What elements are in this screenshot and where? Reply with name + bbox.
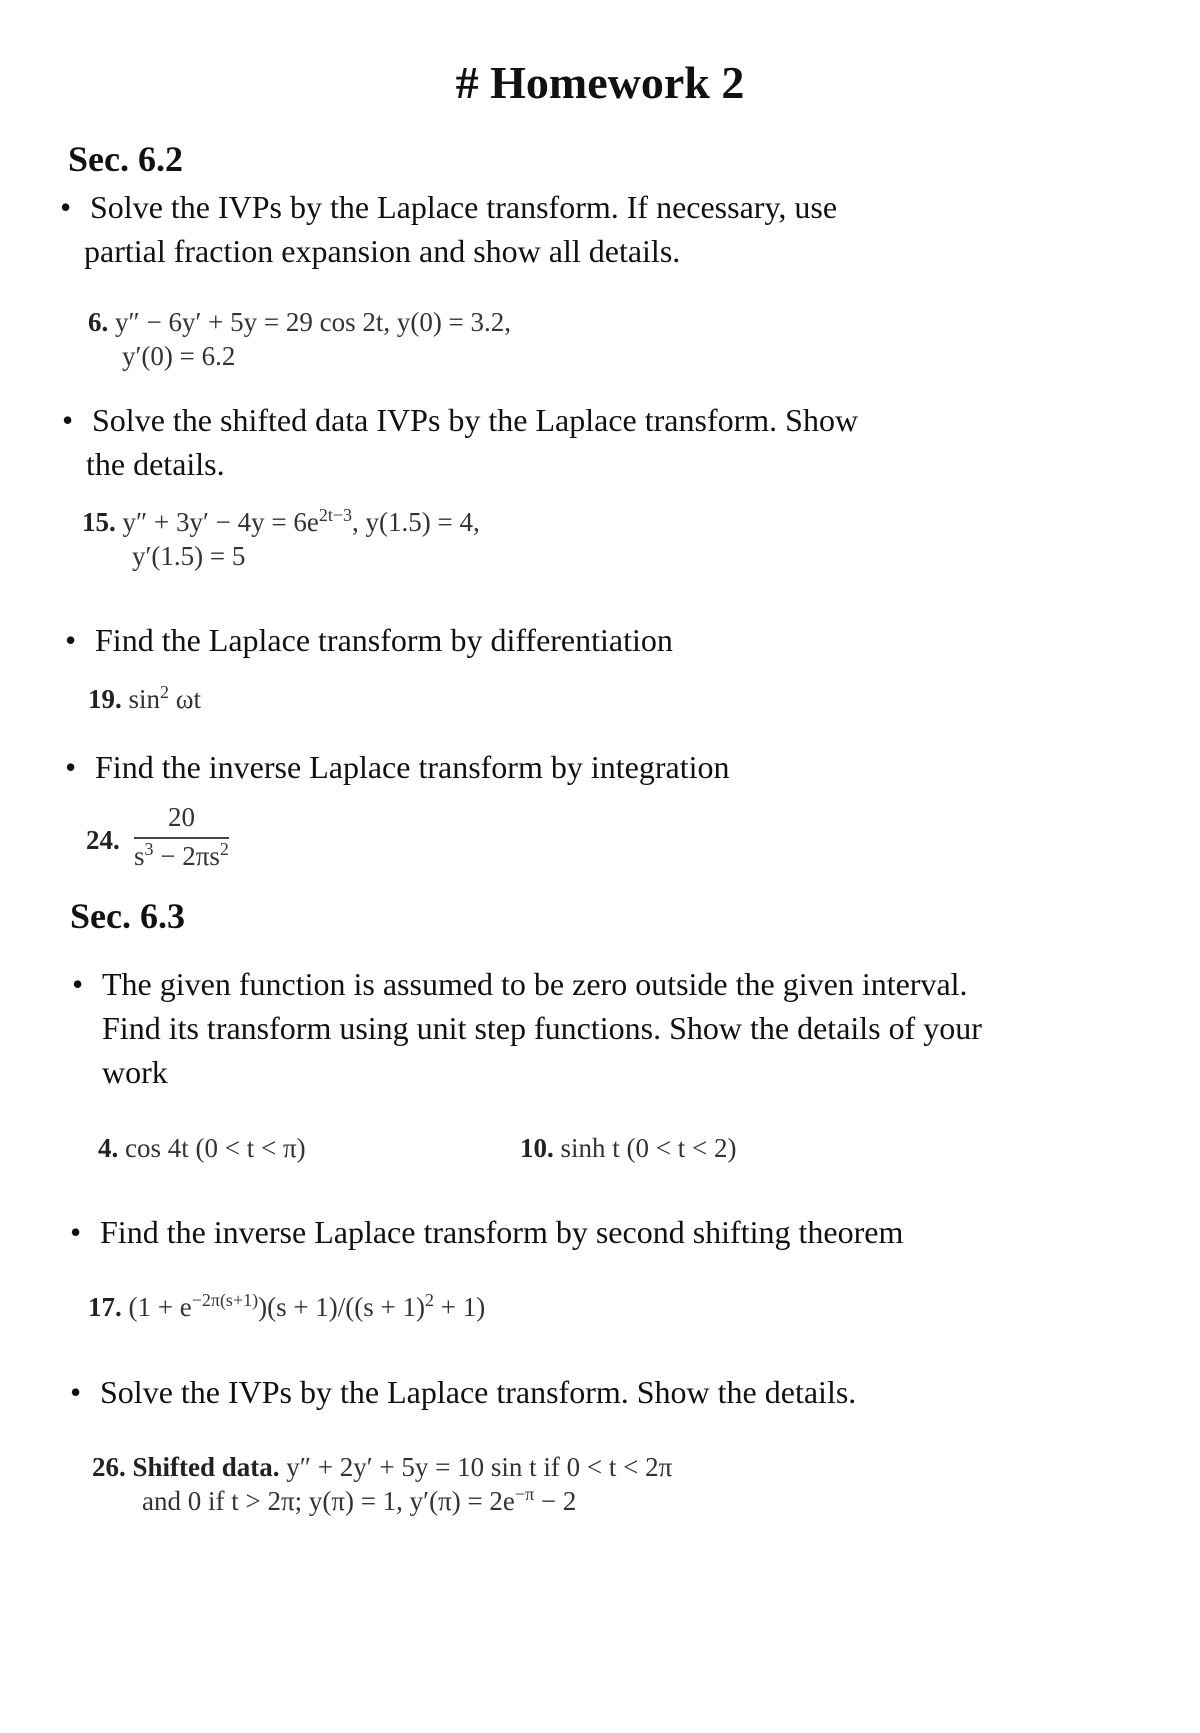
instruction-line: the details. — [86, 446, 225, 482]
instruction-line: Solve the IVPs by the Laplace transform. Show the details. — [100, 1374, 857, 1410]
exponent: 3 — [144, 839, 154, 859]
bullet-instruction-differentiation — [65, 618, 1055, 662]
problem-number: 4. — [98, 1133, 119, 1163]
section-heading-6-2: Sec. 6.2 — [68, 139, 183, 179]
bullet-dot: • — [60, 189, 72, 225]
page-title: # Homework 2 — [455, 57, 745, 108]
bullet-dot: • — [65, 749, 77, 785]
problem-condition: y′(0) = 6.2 — [122, 341, 236, 371]
problem-label: Shifted data. — [132, 1452, 280, 1482]
instruction-line: work — [102, 1054, 168, 1090]
exponent: 2 — [425, 1290, 435, 1310]
denominator-term: − 2πs — [153, 841, 220, 871]
problem-number: 17. — [88, 1292, 122, 1322]
problem-expression: ωt — [169, 684, 202, 714]
fraction-numerator: 20 — [134, 802, 229, 839]
fraction-denominator — [134, 839, 229, 872]
instruction-line: Solve the IVPs by the Laplace transform. If necessary, use — [90, 189, 838, 225]
problem-number: 15. — [82, 507, 116, 537]
problem-number: 26. — [92, 1452, 126, 1482]
problem-26 — [92, 1450, 672, 1518]
bullet-dot: • — [62, 402, 74, 438]
problem-condition: and 0 if t > 2π; y(π) = 1, y′(π) = 2e — [142, 1486, 515, 1516]
instruction-line: Find the inverse Laplace transform by second shifting theorem — [100, 1214, 904, 1250]
bullet-instruction-unit-step — [72, 962, 1108, 1094]
instruction-line: Find the Laplace transform by differentiation — [95, 622, 673, 658]
instruction-line: partial fraction expansion and show all details. — [84, 233, 681, 269]
problem-10 — [520, 1131, 736, 1165]
bullet-instruction-integration — [65, 745, 1055, 789]
problem-equation: y″ − 6y′ + 5y = 29 cos 2t, y(0) = 3.2, — [115, 307, 512, 337]
exponent: −2π(s+1) — [191, 1290, 259, 1310]
problem-equation: y″ + 3y′ − 4y = 6e — [122, 507, 319, 537]
exponent: 2 — [160, 682, 170, 702]
problem-expression: sin — [128, 684, 161, 714]
problem-expression: )(s + 1)/((s + 1) — [258, 1292, 426, 1322]
bullet-dot: • — [70, 1214, 82, 1250]
bullet-instruction-ivp — [60, 185, 1050, 273]
problem-number: 24. — [86, 825, 120, 855]
problem-equation: y″ + 2y′ + 5y = 10 sin t if 0 < t < 2π — [279, 1452, 673, 1482]
problem-number: 6. — [88, 307, 109, 337]
instruction-line: Solve the shifted data IVPs by the Laplace transform. Show — [92, 402, 859, 438]
exponent: −π — [514, 1484, 535, 1504]
problem-15 — [82, 505, 480, 573]
problem-expression: cos 4t (0 < t < π) — [125, 1133, 306, 1163]
problem-expression: sinh t (0 < t < 2) — [560, 1133, 737, 1163]
instruction-line: Find the inverse Laplace transform by integration — [95, 749, 730, 785]
instruction-line: Find its transform using unit step functions. Show the details of your — [102, 1010, 982, 1046]
bullet-instruction-second-shifting — [70, 1210, 1110, 1254]
bullet-instruction-shifted — [62, 398, 1052, 486]
problem-19 — [88, 682, 201, 716]
exponent: 2 — [219, 839, 229, 859]
exponent: 2t−3 — [318, 505, 352, 525]
problem-24-number — [86, 823, 120, 857]
problem-condition: y′(1.5) = 5 — [132, 541, 246, 571]
bullet-dot: • — [72, 966, 84, 1002]
problem-17 — [88, 1290, 485, 1324]
problem-condition: , y(1.5) = 4, — [351, 507, 480, 537]
problem-condition: − 2 — [534, 1486, 577, 1516]
bullet-dot: • — [65, 622, 77, 658]
section-heading-6-3: Sec. 6.3 — [70, 896, 185, 936]
denominator-term: s — [134, 841, 145, 871]
problem-number: 10. — [520, 1133, 554, 1163]
instruction-line: The given function is assumed to be zero outside the given interval. — [102, 966, 968, 1002]
bullet-instruction-ivp-details — [70, 1370, 1110, 1414]
bullet-dot: • — [70, 1374, 82, 1410]
problem-expression: (1 + e — [128, 1292, 192, 1322]
problem-6 — [88, 305, 511, 373]
problem-expression: + 1) — [434, 1292, 486, 1322]
problem-4 — [98, 1131, 306, 1165]
problem-number: 19. — [88, 684, 122, 714]
problem-24-fraction — [134, 802, 229, 872]
